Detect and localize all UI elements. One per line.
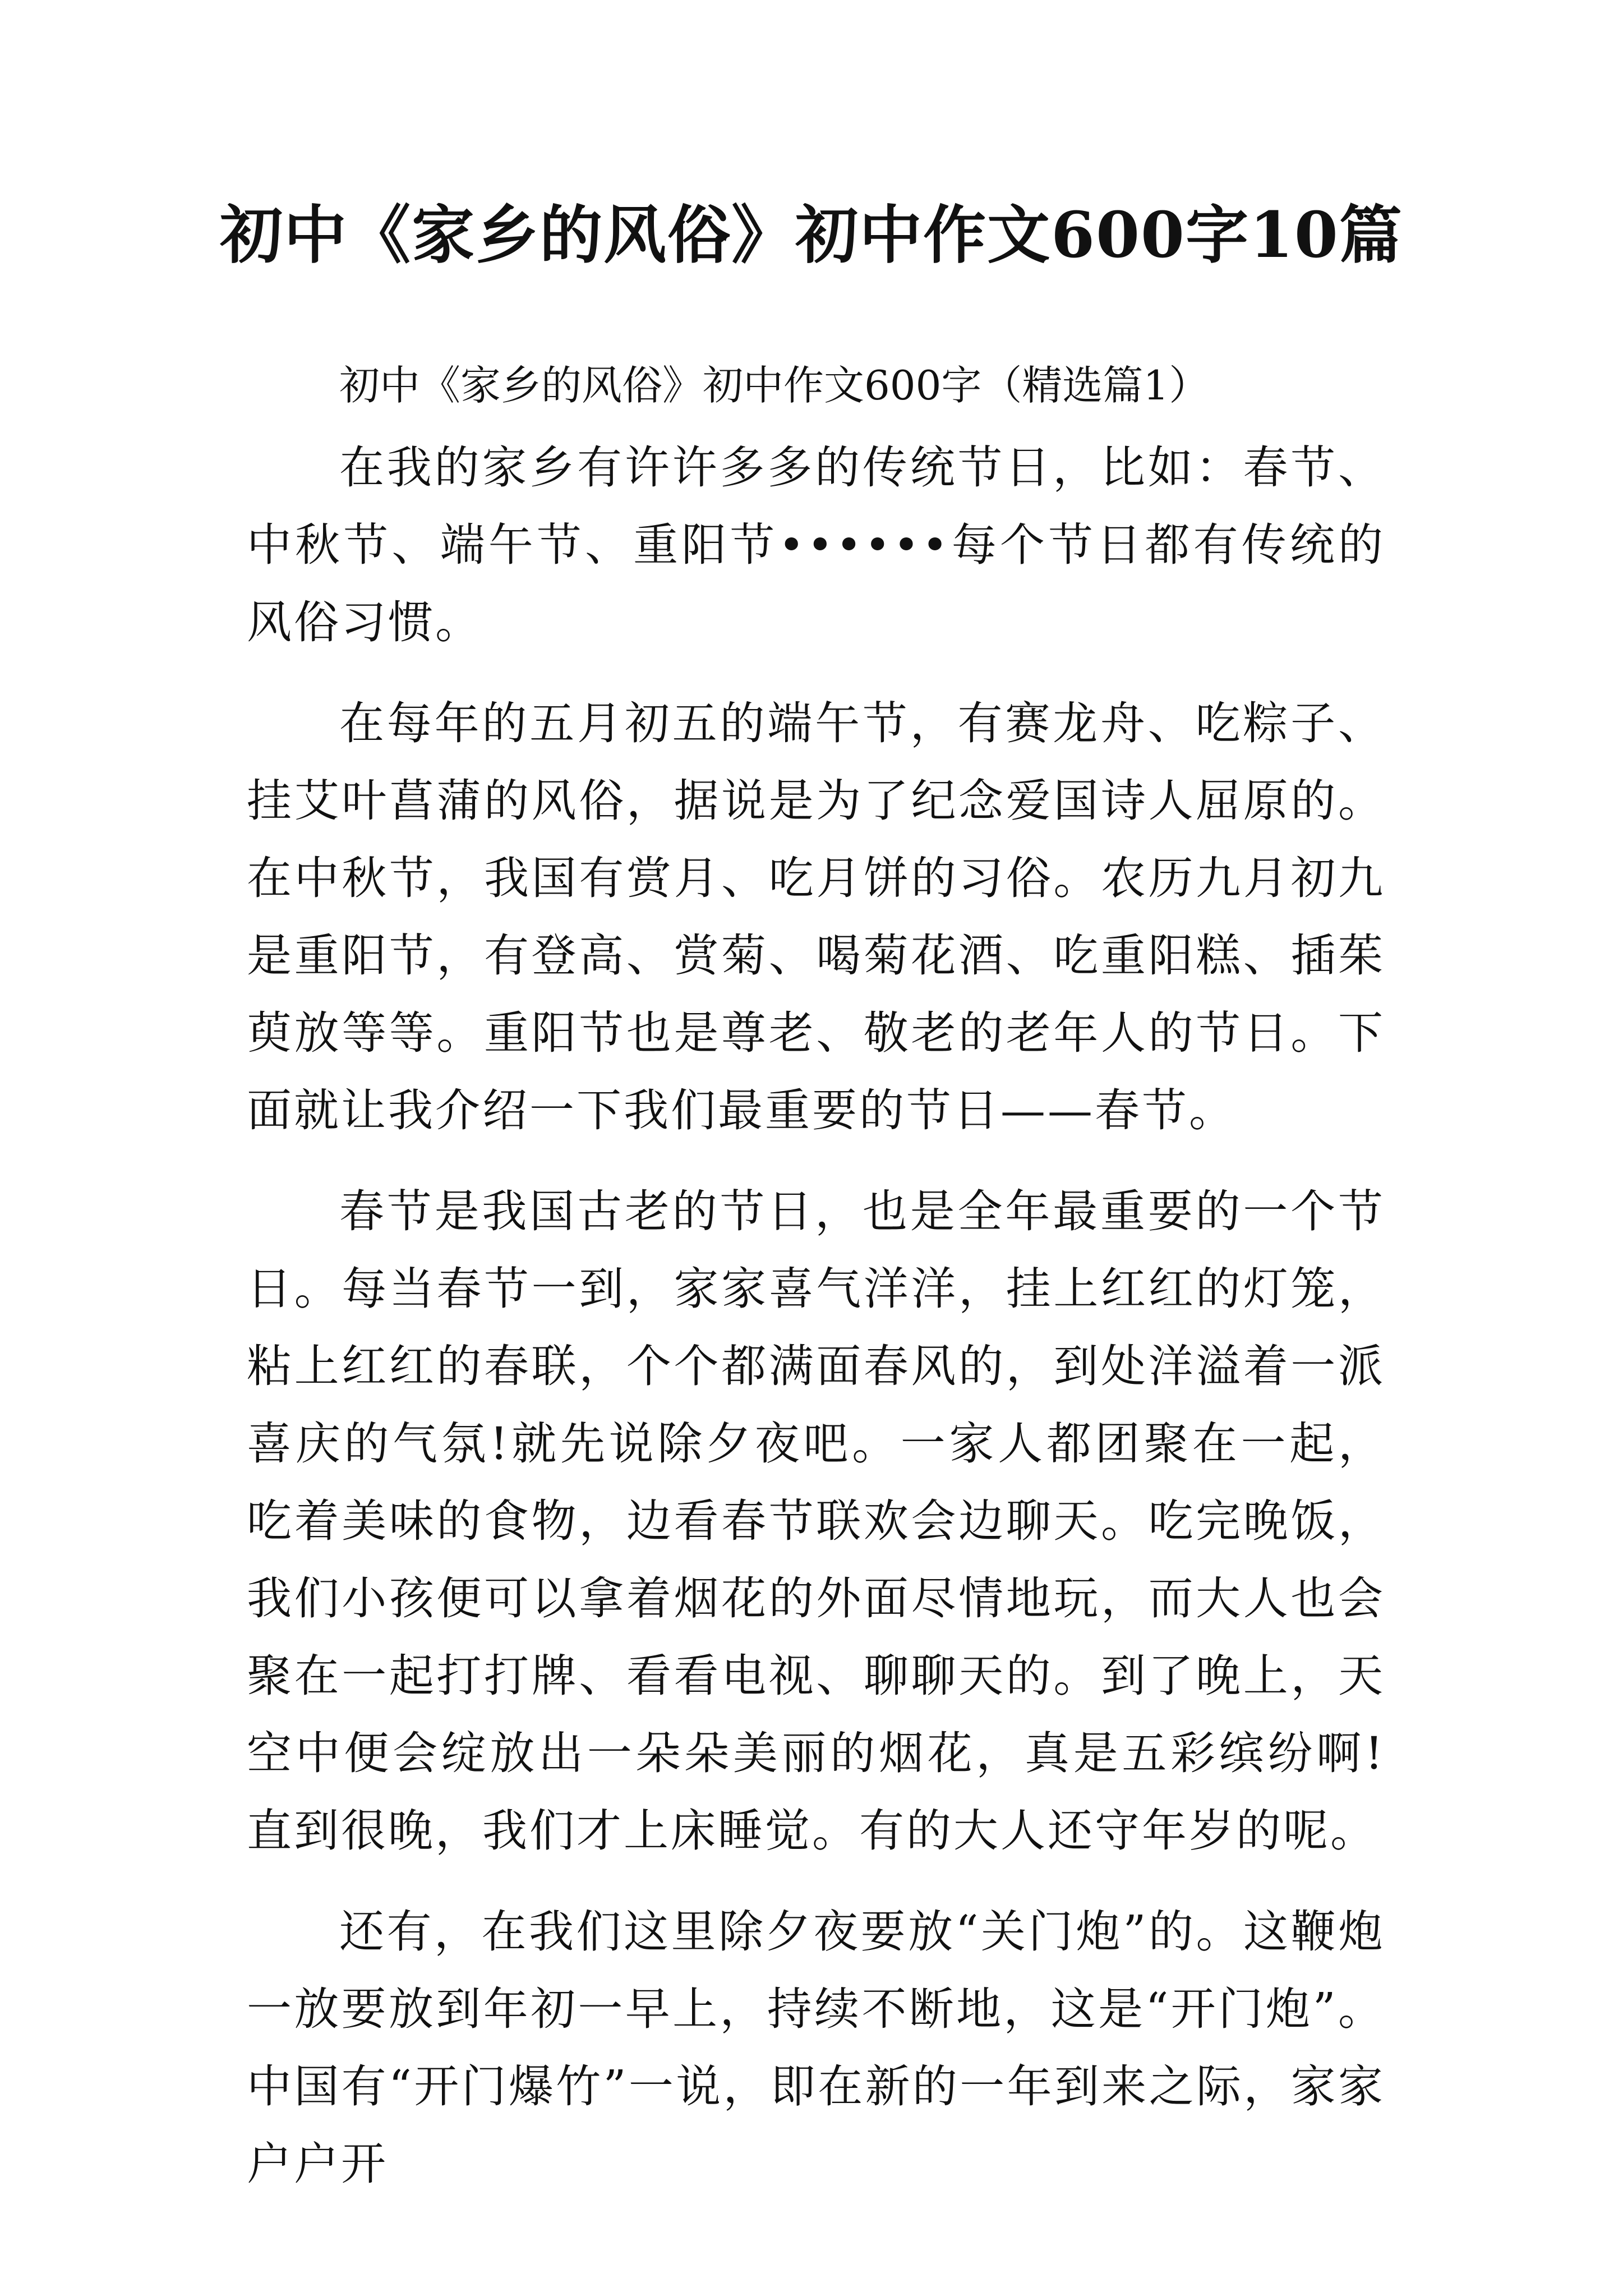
paragraph-4: 还有，在我们这里除夕夜要放“关门炮”的。这鞭炮一放要放到年初一早上，持续不断地，这是“开门炮”。中国有“开门爆竹”一说，即在新的一年到来之际，家家户户开 (247, 1906, 1385, 2190)
section-subtitle: 初中《家乡的风俗》初中作文600字（精选篇1） (339, 362, 1210, 409)
paragraph-1: 在我的家乡有许许多多的传统节日，比如：春节、中秋节、端午节、重阳节••••••每个节日都有传统的风俗习惯。 (247, 441, 1385, 648)
document-body (247, 342, 1385, 2203)
paragraph-2: 在每年的五月初五的端午节，有赛龙舟、吃粽子、挂艾叶菖蒲的风俗，据说是为了纪念爱国诗人屈原的。在中秋节，我国有赏月、吃月饼的习俗。农历九月初九是重阳节，有登高、赏菊、喝菊花酒、吃重阳糕、插茱萸放等等。重阳节也是尊老、敬老的老年人的节日。下面就让我介绍一下我们最重要的节日——春节。 (247, 697, 1385, 1137)
document-title: 初中《家乡的风俗》初中作文600字10篇 (220, 199, 1403, 272)
paragraph-3: 春节是我国古老的节日，也是全年最重要的一个节日。每当春节一到，家家喜气洋洋，挂上红红的灯笼，粘上红红的春联，个个都满面春风的，到处洋溢着一派喜庆的气氛!就先说除夕夜吧。一家人都团聚在一起，吃着美味的食物，边看春节联欢会边聊天。吃完晚饭，我们小孩便可以拿着烟花的外面尽情地玩，而大人也会聚在一起打打牌、看看电视、聊聊天的。到了晚上，天空中便会绽放出一朵朵美丽的烟花，真是五彩缤纷啊!直到很晚，我们才上床睡觉。有的大人还守年岁的呢。 (247, 1185, 1385, 1857)
